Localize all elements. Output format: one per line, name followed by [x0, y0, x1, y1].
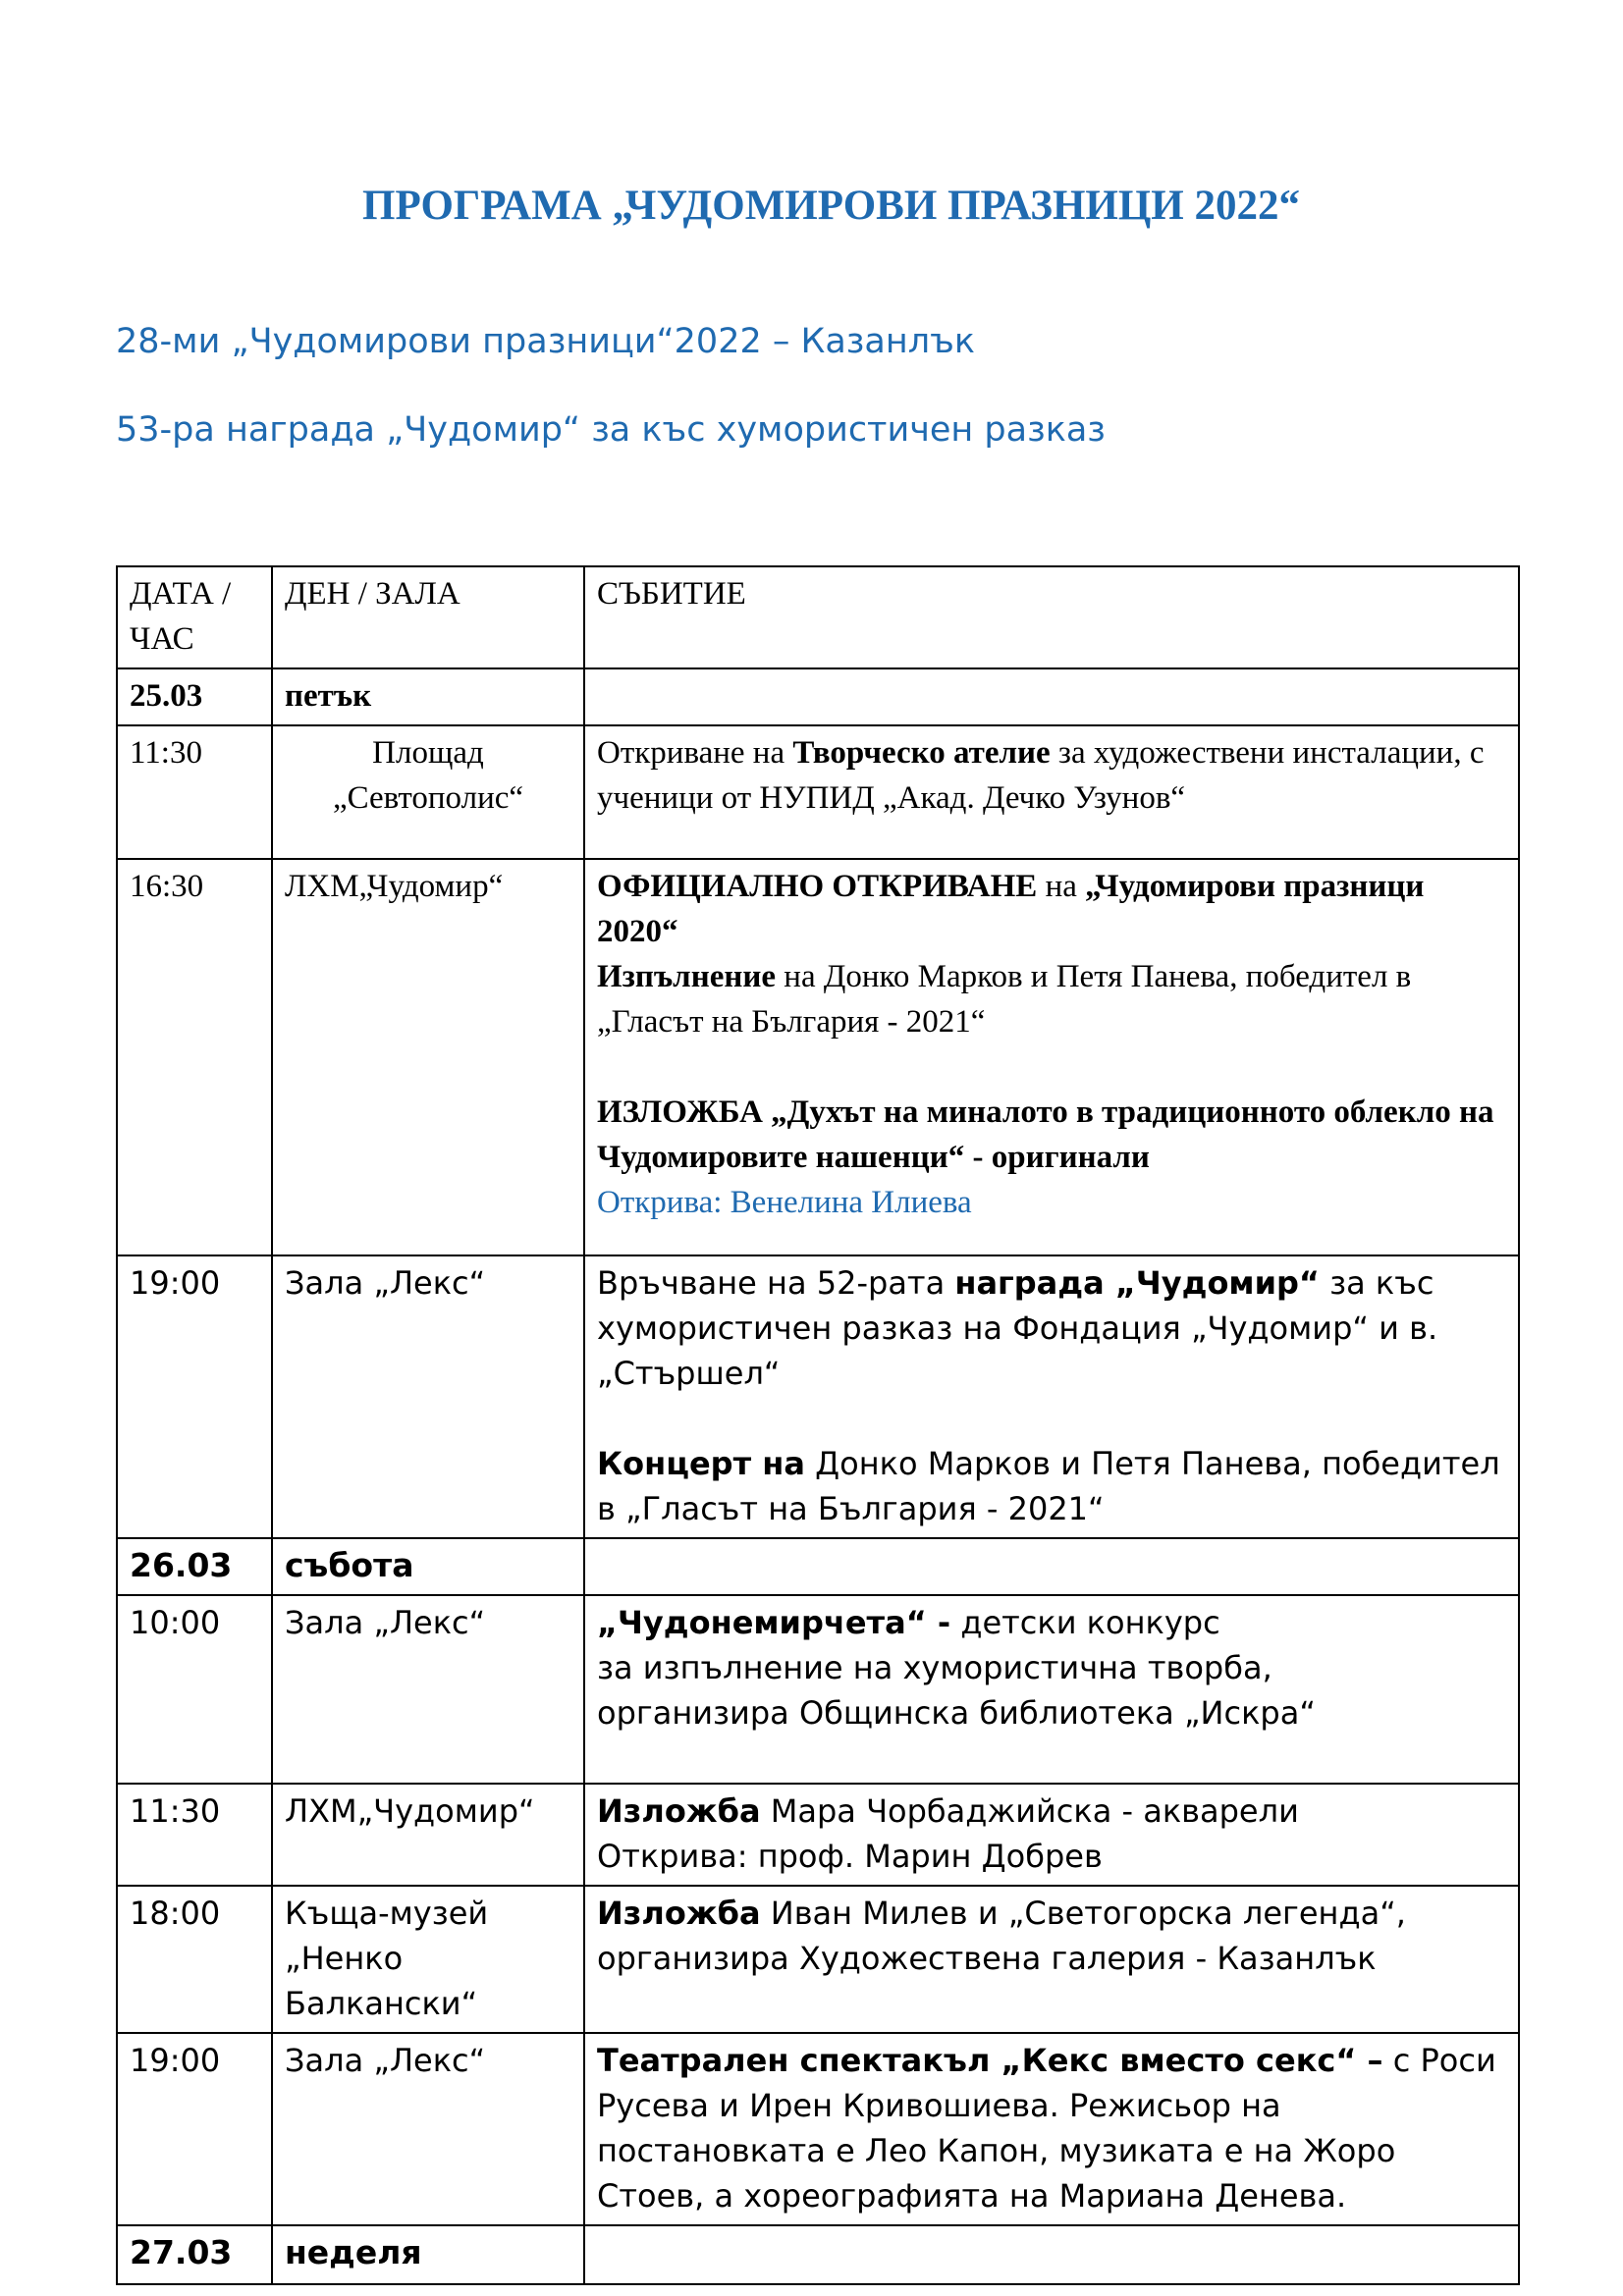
- event-time: 19:00: [117, 1255, 272, 1538]
- subtitle-edition: 28-ми „Чудомирови празници“2022 – Казанлък: [116, 322, 975, 361]
- day-row-friday: [117, 668, 1519, 725]
- event-venue: Зала „Лекс“: [272, 1595, 584, 1784]
- header-date-time: ДАТА / ЧАС: [117, 566, 272, 668]
- day-row-saturday: [117, 1538, 1519, 1595]
- program-table: [116, 565, 1520, 2285]
- header-event: СЪБИТИЕ: [584, 566, 1519, 668]
- event-time: 19:00: [117, 2033, 272, 2225]
- event-description: ОФИЦИАЛНО ОТКРИВАНЕ на „Чудомирови празници 2020“ Изпълнение на Донко Марков и Петя Панева, победител в „Гласът на България - 2021“ ИЗЛОЖБА „Духът на миналото в традиционното облекло на Чудомировите нашенци“ - оригинали Открива: Венелина Илиева: [584, 859, 1519, 1255]
- table-header-row: [117, 566, 1519, 668]
- event-time: 11:30: [117, 1784, 272, 1886]
- event-venue: ЛХМ„Чудомир“: [272, 1784, 584, 1886]
- event-description: Откриване на Творческо ателие за художествени инсталации, с ученици от НУПИД „Акад. Дечко Узунов“: [584, 725, 1519, 859]
- event-venue: ЛХМ„Чудомир“: [272, 859, 584, 1255]
- event-venue: Площад „Севтополис“: [272, 725, 584, 859]
- day-date: 26.03: [117, 1538, 272, 1595]
- table-row: [117, 1255, 1519, 1538]
- event-time: 10:00: [117, 1595, 272, 1784]
- event-description: Изложба Мара Чорбаджийска - акварели Открива: проф. Марин Добрев: [584, 1784, 1519, 1886]
- table-row: [117, 1784, 1519, 1886]
- table-row: [117, 859, 1519, 1255]
- header-day-venue: ДЕН / ЗАЛА: [272, 566, 584, 668]
- table-row: [117, 1595, 1519, 1784]
- day-date: 27.03: [117, 2225, 272, 2284]
- table-row: [117, 1886, 1519, 2033]
- event-venue: Къща-музей „Ненко Балкански“: [272, 1886, 584, 2033]
- event-time: 11:30: [117, 725, 272, 859]
- event-description: „Чудонемирчета“ - детски конкурс за изпълнение на хумористична творба, организира Общинска библиотека „Искра“: [584, 1595, 1519, 1784]
- document-title: ПРОГРАМА „ЧУДОМИРОВИ ПРАЗНИЦИ 2022“: [362, 183, 1300, 229]
- event-venue: Зала „Лекс“: [272, 2033, 584, 2225]
- event-description: Връчване на 52-рата награда „Чудомир“ за къс хумористичен разказ на Фондация „Чудомир“ и в.„Стършел“ Концерт на Донко Марков и Петя Панева, победител в „Гласът на България - 2021“: [584, 1255, 1519, 1538]
- event-description: Изложба Иван Милев и „Светогорска легенда“, организира Художествена галерия - Казанлък: [584, 1886, 1519, 2033]
- day-name: събота: [272, 1538, 584, 1595]
- table-row: [117, 725, 1519, 859]
- day-name: неделя: [272, 2225, 584, 2284]
- event-time: 18:00: [117, 1886, 272, 2033]
- event-venue: Зала „Лекс“: [272, 1255, 584, 1538]
- table-row: [117, 2033, 1519, 2225]
- day-row-sunday: [117, 2225, 1519, 2284]
- event-time: 16:30: [117, 859, 272, 1255]
- day-date: 25.03: [117, 668, 272, 725]
- day-name: петък: [272, 668, 584, 725]
- subtitle-award: 53-ра награда „Чудомир“ за къс хумористичен разказ: [116, 410, 1106, 450]
- event-description: Театрален спектакъл „Кекс вместо секс“ – с Роси Русева и Ирен Кривошиева. Режисьор на постановката е Лео Капон, музиката е на Жоро Стоев, а хореографията на Мариана Денева.: [584, 2033, 1519, 2225]
